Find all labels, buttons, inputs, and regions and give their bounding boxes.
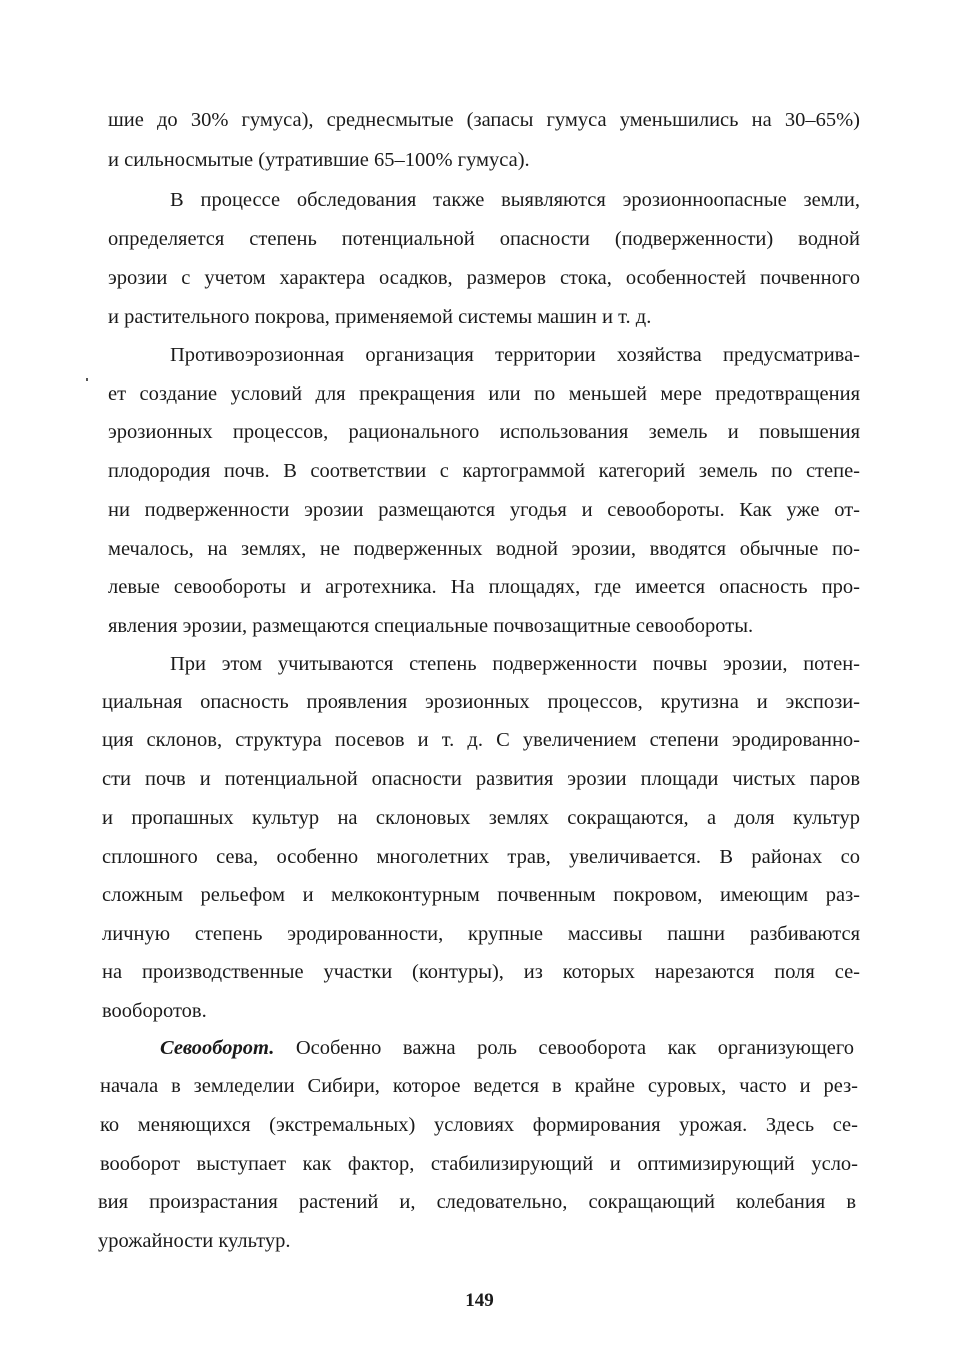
text-line: сложным рельефом и мелкоконтурным почвенным покровом, имеющим раз- <box>102 884 860 906</box>
text-line: вия произрастания растений и, следовательно, сокращающий колебания в <box>98 1191 856 1213</box>
text-line: ет создание условий для прекращения или по меньшей мере предотвращения <box>108 383 860 405</box>
text-line: ни подверженности эрозии размещаются угодья и севообороты. Как уже от- <box>108 499 860 521</box>
text-line: шие до 30% гумуса), среднесмытые (запасы гумуса уменьшились на 30–65%) <box>108 109 860 131</box>
text-line: При этом учитываются степень подверженности почвы эрозии, потен- <box>170 653 860 675</box>
page-number: 149 <box>465 1290 494 1311</box>
section-heading: Севооборот. <box>160 1037 275 1059</box>
text-line: ко меняющихся (экстремальных) условиях формирования урожая. Здесь се- <box>100 1114 858 1136</box>
text-line: определяется степень потенциальной опасности (подверженности) водной <box>108 228 860 250</box>
text-line: начала в земледелии Сибири, которое ведется в крайне суровых, часто и рез- <box>100 1075 858 1097</box>
text-line: и растительного покрова, применяемой системы машин и т. д. <box>108 306 652 328</box>
text-line: и пропашных культур на склоновых землях сокращаются, а доля культур <box>102 807 860 829</box>
text-line: эрозии с учетом характера осадков, размеров стока, особенностей почвенного <box>108 267 860 289</box>
text-line: мечалось, на землях, не подверженных водной эрозии, вводятся обычные по- <box>108 538 860 560</box>
text-line: плодородия почв. В соответствии с картограммой категорий земель по степе- <box>108 460 860 482</box>
text-line: циальная опасность проявления эрозионных процессов, крутизна и экспози- <box>102 691 860 713</box>
text-line: сти почв и потенциальной опасности развития эрозии площади чистых паров <box>102 768 860 790</box>
text-line: эрозионных процессов, рационального использования земель и повышения <box>108 421 860 443</box>
text-line: явления эрозии, размещаются специальные почвозащитные севообороты. <box>108 615 754 637</box>
text-line: вооборотов. <box>102 1000 207 1022</box>
text-line: урожайности культур. <box>98 1230 291 1252</box>
text-line: и сильносмытые (утратившие 65–100% гумуса). <box>108 149 530 171</box>
text-line: ция склонов, структура посевов и т. д. С увеличением степени эродированно- <box>102 729 860 751</box>
text-line: на производственные участки (контуры), из которых нарезаются поля се- <box>102 961 860 983</box>
text-line-rest: Особенно важна роль севооборота как организующего <box>295 1037 855 1059</box>
text-line: вооборот выступает как фактор, стабилизирующий и оптимизирующий усло- <box>100 1153 858 1175</box>
text-line: левые севообороты и агротехника. На площадях, где имеется опасность про- <box>108 576 860 598</box>
text-line: личную степень эродированности, крупные массивы пашни разбиваются <box>102 923 860 945</box>
text-line <box>160 1036 854 1060</box>
text-line: В процессе обследования также выявляются эрозионноопасные земли, <box>170 189 860 211</box>
text-line: Противоэрозионная организация территории хозяйства предусматрива- <box>170 344 860 366</box>
text-line: сплошного сева, особенно многолетних трав, увеличивается. В районах со <box>102 846 860 868</box>
scan-speck <box>86 378 88 381</box>
